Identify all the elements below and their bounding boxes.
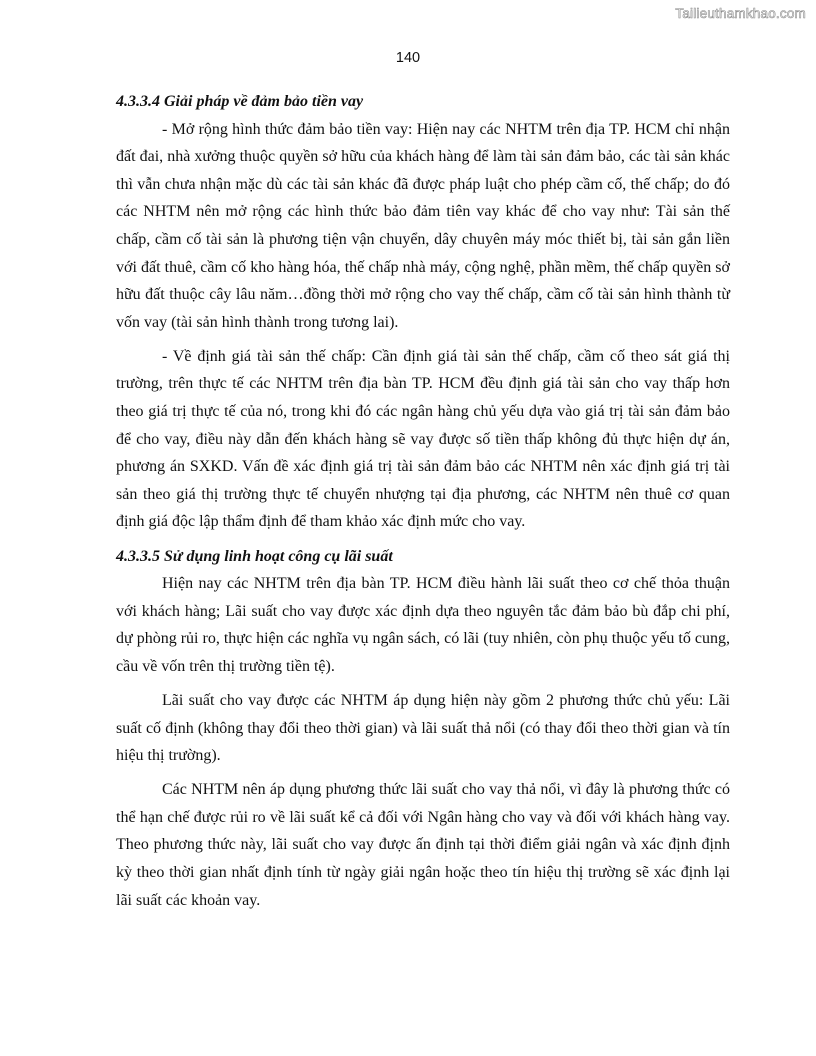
paragraph: Lãi suất cho vay được các NHTM áp dụng hiện này gồm 2 phương thức chủ yếu: Lãi suất cố định (không thay đổi theo thời gian) và lãi suất thả nổi (có thay đổi theo thời gian và tín hiệu thị trường). [116, 691, 730, 765]
paragraph: - Mở rộng hình thức đảm bảo tiền vay: Hiện nay các NHTM trên địa TP. HCM chỉ nhận đất đai, nhà xưởng thuộc quyền sở hữu của khách hàng để làm tài sản đảm bảo, các tài sản khác thì vẫn chưa nhận mặc dù các tài sản khác đã được pháp luật cho phép cầm cố, thế chấp; do đó các NHTM nên mở rộng các hình thức bảo đảm tiên vay khác để cho vay như: Tài sản thế chấp, cầm cố tài sản là phương tiện vận chuyển, dây chuyên máy móc thiết bị, tài sản gắn liền với đất thuê, cầm cố kho hàng hóa, thế chấp nhà máy, cộng nghệ, phần mềm, thế chấp quyền sở hữu đất thuộc cây lâu năm…đồng thời mở rộng cho vay thế chấp, cầm cố tài sản hình thành từ vốn vay (tài sản hình thành trong tương lai). [116, 120, 730, 331]
section-heading: 4.3.3.5 Sử dụng linh hoạt công cụ lãi suất [116, 547, 393, 565]
paragraph: Các NHTM nên áp dụng phương thức lãi suất cho vay thả nổi, vì đây là phương thức có thể hạn chế được rủi ro về lãi suất kể cả đối với Ngân hàng cho vay và đối với khách hàng vay. Theo phương thức này, lãi suất cho vay được ấn định tại thời điểm giải ngân và xác định định kỳ theo thời gian nhất định tính từ ngày giải ngân hoặc theo tín hiệu thị trường sẽ xác định lại lãi suất các khoản vay. [116, 781, 730, 909]
section-heading: 4.3.3.4 Giải pháp về đảm bảo tiền vay [116, 93, 364, 110]
paragraph: - Về định giá tài sản thế chấp: Cần định giá tài sản thế chấp, cầm cố theo sát giá thị trường, trên thực tế các NHTM trên địa bàn TP. HCM đều định giá tài sản cho vay thấp hơn theo giá trị thực tế của nó, trong khi đó các ngân hàng chủ yếu dựa vào giá trị tài sản đảm bảo để cho vay, điều này dẫn đến khách hàng sẽ vay được số tiền thấp không đủ thực hiện dự án, phương án SXKD. Vấn đề xác định giá trị tài sản đảm bảo các NHTM nên xác định giá trị tài sản theo giá thị trường thực tế chuyển nhượng tại địa phương, các NHTM nên thuê cơ quan định giá độc lập thẩm định để tham khảo xác định mức cho vay. [116, 347, 730, 531]
section-4-3-3-5 [116, 543, 730, 915]
section-4-3-3-4 [116, 88, 730, 536]
document-body [116, 88, 730, 921]
page-number: 140 [395, 50, 421, 66]
paragraph: Hiện nay các NHTM trên địa bàn TP. HCM điều hành lãi suất theo cơ chế thỏa thuận với khách hàng; Lãi suất cho vay được xác định dựa theo nguyên tắc đảm bảo bù đắp chi phí, dự phòng rủi ro, thực hiện các nghĩa vụ ngân sách, có lãi (tuy nhiên, còn phụ thuộc yếu tố cung, cầu về vốn trên thị trường tiền tệ). [116, 575, 730, 675]
watermark-text: Tailieuthamkhao.com [675, 6, 806, 21]
